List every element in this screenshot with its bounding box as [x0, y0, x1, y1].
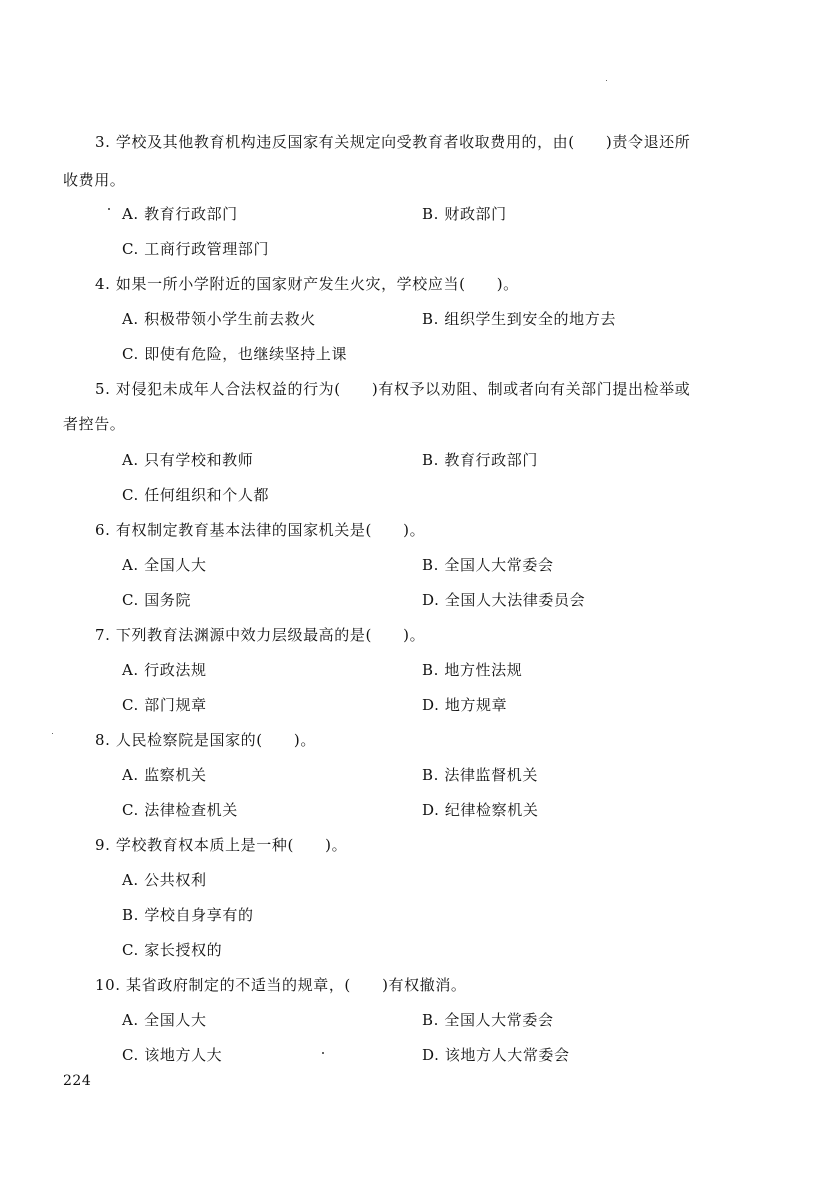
question-5-stem: 5. 对侵犯未成年人合法权益的行为( )有权予以劝阻、制或者向有关部门提出检举或 [95, 380, 691, 398]
page-number: 224 [63, 1073, 92, 1089]
question-3-stem: 3. 学校及其他教育机构违反国家有关规定向受教育者收取费用的，由( )责令退还所 [95, 133, 691, 151]
question-8-option-d: D. 纪律检察机关 [422, 801, 539, 819]
question-10-option-d: D. 该地方人大常委会 [422, 1046, 570, 1064]
question-9-option-c: C. 家长授权的 [122, 941, 223, 959]
question-7-option-d: D. 地方规章 [422, 696, 508, 714]
question-10-option-c: C. 该地方人大 [122, 1046, 223, 1064]
question-7-stem: 7. 下列教育法渊源中效力层级最高的是( )。 [95, 626, 426, 644]
scan-speck [606, 80, 607, 81]
question-9-option-b: B. 学校自身享有的 [122, 906, 254, 924]
scan-speck [322, 1052, 324, 1054]
question-8-stem: 8. 人民检察院是国家的( )。 [95, 731, 316, 749]
question-8-option-a: A. 监察机关 [122, 766, 207, 784]
question-4-stem: 4. 如果一所小学附近的国家财产发生火灾，学校应当( )。 [95, 275, 519, 293]
scan-speck [52, 733, 53, 734]
question-10-stem: 10. 某省政府制定的不适当的规章，( )有权撤消。 [95, 976, 467, 994]
question-6-option-a: A. 全国人大 [122, 556, 207, 574]
question-7-option-b: B. 地方性法规 [422, 661, 523, 679]
question-3-option-b: B. 财政部门 [422, 205, 507, 223]
question-5-option-b: B. 教育行政部门 [422, 451, 538, 469]
question-8-option-c: C. 法律检查机关 [122, 801, 238, 819]
question-9-option-a: A. 公共权利 [122, 871, 207, 889]
question-5-option-a: A. 只有学校和教师 [122, 451, 254, 469]
question-5-stem-cont: 者控告。 [63, 415, 126, 433]
question-4-option-a: A. 积极带领小学生前去救火 [122, 310, 316, 328]
question-10-option-b: B. 全国人大常委会 [422, 1011, 554, 1029]
question-7-option-c: C. 部门规章 [122, 696, 207, 714]
question-3-option-c: C. 工商行政管理部门 [122, 240, 270, 258]
scan-speck [108, 208, 110, 210]
question-3-stem-cont: 收费用。 [63, 171, 126, 189]
question-7-option-a: A. 行政法规 [122, 661, 207, 679]
question-4-option-b: B. 组织学生到安全的地方去 [422, 310, 616, 328]
question-10-option-a: A. 全国人大 [122, 1011, 207, 1029]
question-8-option-b: B. 法律监督机关 [422, 766, 538, 784]
question-6-stem: 6. 有权制定教育基本法律的国家机关是( )。 [95, 521, 426, 539]
question-6-option-c: C. 国务院 [122, 591, 192, 609]
question-3-option-a: A. 教育行政部门 [122, 205, 238, 223]
question-5-option-c: C. 任何组织和个人都 [122, 486, 270, 504]
question-4-option-c: C. 即使有危险，也继续坚持上课 [122, 345, 348, 363]
question-6-option-d: D. 全国人大法律委员会 [422, 591, 586, 609]
question-6-option-b: B. 全国人大常委会 [422, 556, 554, 574]
question-9-stem: 9. 学校教育权本质上是一种( )。 [95, 836, 348, 854]
